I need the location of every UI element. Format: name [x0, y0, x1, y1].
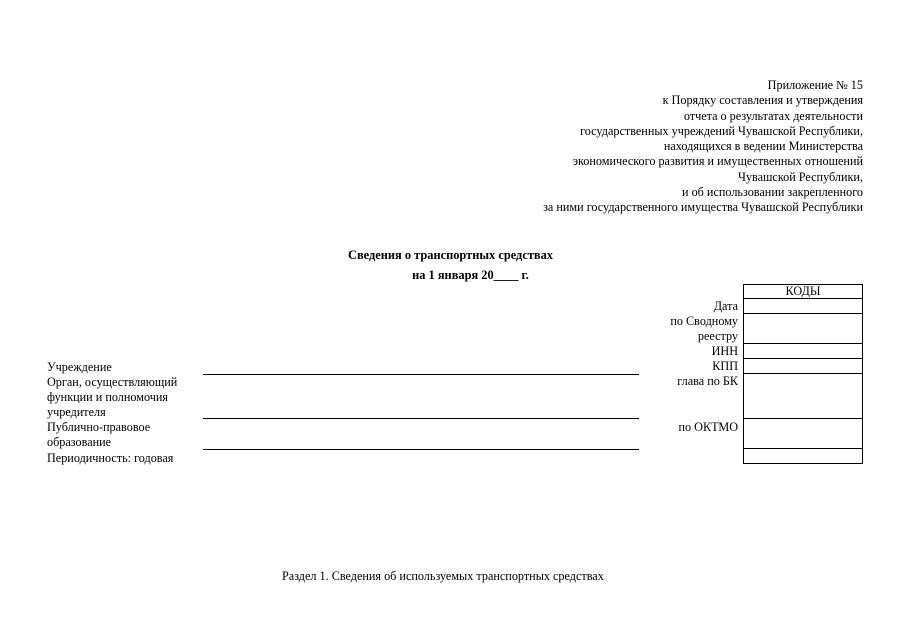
- founder-organ-line: [203, 418, 639, 419]
- periodicity-label: Периодичность: годовая: [47, 451, 174, 465]
- institution-label: Учреждение: [47, 360, 112, 374]
- date-code-cell[interactable]: [744, 299, 863, 314]
- registry-label-1: по Сводному: [670, 314, 738, 328]
- appendix-line: Чувашской Республики,: [738, 169, 863, 184]
- founder-organ-label-1: Орган, осуществляющий: [47, 375, 178, 389]
- appendix-line: за ними государственного имущества Чувашской Республики: [543, 200, 863, 215]
- kpp-code-cell[interactable]: [744, 359, 863, 374]
- appendix-line: отчета о результатах деятельности: [683, 108, 863, 123]
- oktmo-label: по ОКТМО: [678, 420, 738, 434]
- inn-code-cell[interactable]: [744, 344, 863, 359]
- registry-code-cell[interactable]: [744, 314, 863, 344]
- document-title: Сведения о транспортных средствах: [348, 248, 553, 262]
- kpp-label: КПП: [712, 359, 738, 373]
- bk-code-cell[interactable]: [744, 374, 863, 419]
- public-entity-line: [203, 449, 639, 450]
- periodicity-code-cell[interactable]: [744, 449, 863, 464]
- oktmo-code-cell[interactable]: [744, 419, 863, 449]
- founder-organ-label-2: функции и полномочия: [47, 390, 168, 404]
- appendix-line: Приложение № 15: [767, 78, 863, 92]
- date-label: Дата: [713, 299, 738, 313]
- public-entity-label-1: Публично-правовое: [47, 420, 151, 434]
- codes-table: [743, 284, 863, 464]
- appendix-line: экономического развития и имущественных отношений: [572, 154, 863, 169]
- appendix-line: и об использовании закрепленного: [682, 185, 863, 200]
- document-date-line: на 1 января 20____ г.: [412, 268, 529, 282]
- public-entity-label-2: образование: [47, 435, 112, 449]
- inn-label: ИНН: [711, 344, 738, 358]
- appendix-header: [543, 78, 863, 216]
- appendix-line: к Порядку составления и утверждения: [662, 93, 863, 108]
- codes-header: КОДЫ: [744, 285, 863, 299]
- registry-label-2: реестру: [697, 329, 738, 343]
- appendix-line: государственных учреждений Чувашской Республики,: [580, 123, 863, 138]
- founder-organ-label-3: учредителя: [47, 405, 106, 419]
- institution-line: [203, 374, 639, 375]
- bk-label: глава по БК: [677, 374, 738, 388]
- appendix-line: находящихся в ведении Министерства: [663, 139, 863, 154]
- section-1-title: Раздел 1. Сведения об используемых транспортных средствах: [282, 569, 604, 583]
